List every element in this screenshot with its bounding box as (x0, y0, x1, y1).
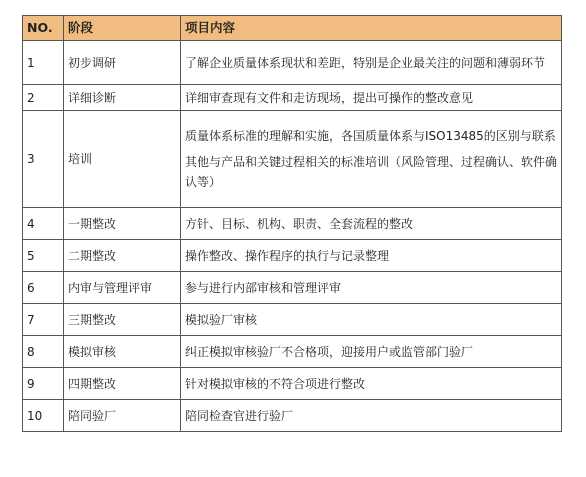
row-stage: 详细诊断 (64, 85, 181, 111)
row-content (181, 208, 562, 240)
row-content (181, 336, 562, 368)
table-row (23, 85, 562, 111)
row-content (181, 304, 562, 336)
content-text: 模拟验厂审核 (185, 312, 258, 327)
row-content (181, 240, 562, 272)
header-stage: 阶段 (64, 16, 181, 41)
row-content (181, 111, 562, 208)
content-text: 详细审查现有文件和走访现场，提出可操作的整改意见 (185, 90, 474, 105)
content-text: 方针、目标、机构、职责、全套流程的整改 (185, 216, 414, 231)
row-stage: 初步调研 (64, 41, 181, 85)
row-stage: 培训 (64, 111, 181, 208)
table-row (23, 304, 562, 336)
row-content (181, 41, 562, 85)
table-row (23, 240, 562, 272)
table-container (22, 15, 562, 432)
table-row (23, 272, 562, 304)
row-stage: 模拟审核 (64, 336, 181, 368)
header-row (23, 16, 562, 41)
table-row (23, 368, 562, 400)
content-text: 其他与产品和关键过程相关的标准培训（风险管理、过程确认、软件确认等） (185, 155, 558, 189)
row-no: 10 (23, 400, 64, 432)
content-text: 了解企业质量体系现状和差距，特别是企业最关注的问题和薄弱环节 (185, 55, 546, 70)
row-content (181, 368, 562, 400)
row-no: 6 (23, 272, 64, 304)
row-stage: 二期整改 (64, 240, 181, 272)
content-text: 纠正模拟审核验厂不合格项，迎接用户或监管部门验厂 (185, 344, 474, 359)
row-content (181, 85, 562, 111)
row-stage: 三期整改 (64, 304, 181, 336)
project-stage-table (22, 15, 562, 432)
row-stage: 陪同验厂 (64, 400, 181, 432)
table-row (23, 41, 562, 85)
row-stage: 四期整改 (64, 368, 181, 400)
row-no: 8 (23, 336, 64, 368)
header-content: 项目内容 (181, 16, 562, 41)
content-text: 操作整改、操作程序的执行与记录整理 (185, 248, 390, 263)
header-no: NO. (23, 16, 64, 41)
content-text: 针对模拟审核的不符合项进行整改 (185, 376, 366, 391)
content-text: 质量体系标准的理解和实施，各国质量体系与ISO13485的区别与联系 (185, 129, 556, 143)
table-row (23, 208, 562, 240)
row-stage: 内审与管理评审 (64, 272, 181, 304)
row-no: 7 (23, 304, 64, 336)
row-stage: 一期整改 (64, 208, 181, 240)
row-content (181, 272, 562, 304)
content-text: 陪同检查官进行验厂 (185, 408, 294, 423)
row-no: 3 (23, 111, 64, 208)
table-header (23, 16, 562, 41)
row-no: 2 (23, 85, 64, 111)
row-no: 9 (23, 368, 64, 400)
row-no: 5 (23, 240, 64, 272)
table-row (23, 400, 562, 432)
content-text: 参与进行内部审核和管理评审 (185, 280, 342, 295)
row-no: 1 (23, 41, 64, 85)
row-no: 4 (23, 208, 64, 240)
row-content (181, 400, 562, 432)
table-row (23, 111, 562, 208)
table-body (23, 41, 562, 432)
table-row (23, 336, 562, 368)
